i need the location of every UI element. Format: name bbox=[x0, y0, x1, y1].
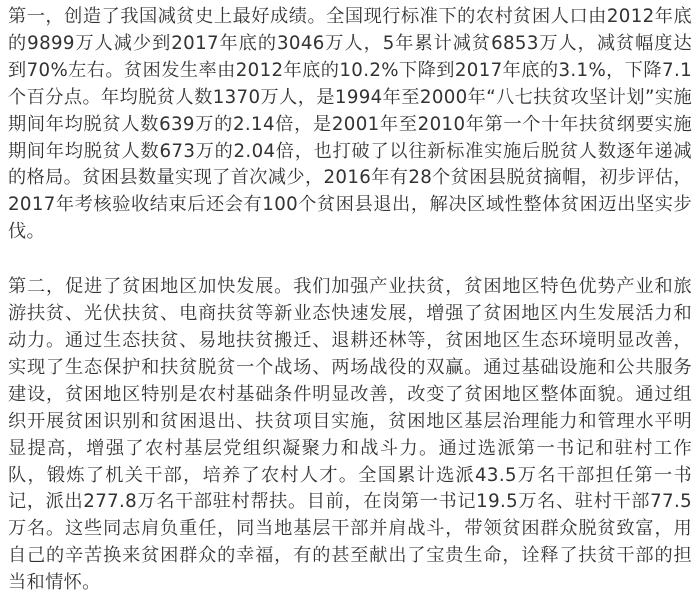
paragraph-second-achievement: 第二，促进了贫困地区加快发展。我们加强产业扶贫，贫困地区特色优势产业和旅游扶贫、光伏扶贫、电商扶贫等新业态快速发展，增强了贫困地区内生发展活力和动力。通过生态扶贫、易地扶贫搬迁、退耕还林等，贫困地区生态环境明显改善，实现了生态保护和扶贫脱贫一个战场、两场战役的双赢。通过基础设施和公共服务建设，贫困地区特别是农村基础条件明显改善，改变了贫困地区整体面貌。通过组织开展贫困识别和贫困退出、扶贫项目实施，贫困地区基层治理能力和管理水平明显提高，增强了农村基层党组织凝聚力和战斗力。通过选派第一书记和驻村工作队，锻炼了机关干部，培养了农村人才。全国累计选派43.5万名干部担任第一书记，派出277.8万名干部驻村帮扶。目前，在岗第一书记19.5万名、驻村干部77.5万名。这些同志肩负重任，同当地基层干部并肩战斗，带领贫困群众脱贫致富，用自己的辛苦换来贫困群众的幸福，有的甚至献出了宝贵生命，诠释了扶贫干部的担当和情怀。 bbox=[8, 276, 692, 594]
paragraph-spacer bbox=[8, 246, 692, 274]
paragraph-first-achievement: 第一，创造了我国减贫史上最好成绩。全国现行标准下的农村贫困人口由2012年底的9899万人减少到2017年底的3046万人，5年累计减贫6853万人，减贫幅度达到70%左右。贫困发生率由2012年底的10.2%下降到2017年底的3.1%，下降7.1个百分点。年均脱贫人数1370万人，是1994年至2000年“八七扶贫攻坚计划”实施期间年均脱贫人数639万的2.14倍，是2001年至2010年第一个十年扶贫纲要实施期间年均脱贫人数673万的2.04倍，也打破了以往新标准实施后脱贫人数逐年递减的格局。贫困县数量实现了首次减少，2016年有28个贫困县脱贫摘帽，初步评估，2017年考核验收结束后还会有100个贫困县退出，解决区域性整体贫困迈出坚实步伐。 bbox=[8, 6, 692, 243]
